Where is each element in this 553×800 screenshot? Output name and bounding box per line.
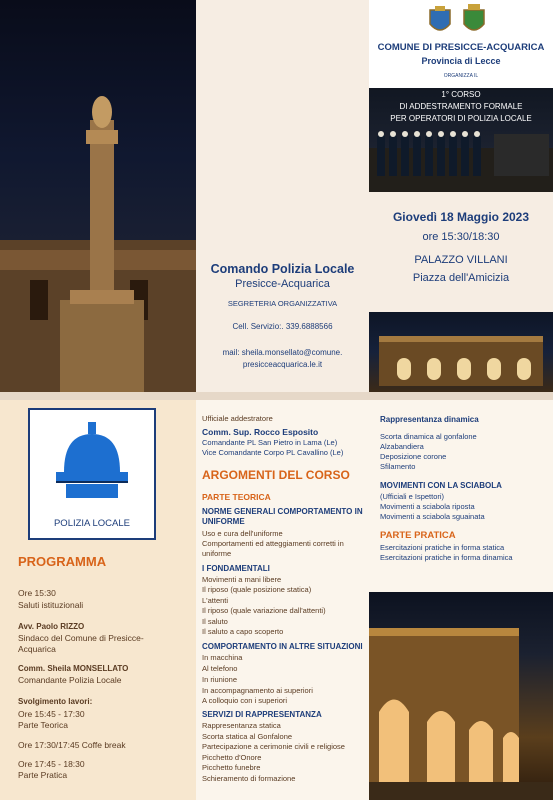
comando-title: Comando Polizia Locale xyxy=(210,262,355,276)
sciabola-item: (Ufficiali e Ispettori) xyxy=(380,492,445,501)
programma-time: Ore 15:45 - 17:30 xyxy=(18,709,85,719)
section-item: Scorta statica al Gonfalone xyxy=(202,732,293,741)
programma-text: Parte Pratica xyxy=(18,770,68,780)
organizza-label: ORGANIZZA IL xyxy=(443,73,479,79)
section-item: Picchetto d'Onore xyxy=(202,753,262,762)
section-heading: I FONDAMENTALI xyxy=(202,564,270,573)
dinamica-item: Sfilamento xyxy=(380,462,416,471)
section-heading: COMPORTAMENTO IN ALTRE SITUAZIONI xyxy=(202,642,363,651)
section-item: In macchina xyxy=(202,653,243,662)
section-heading: SERVIZI DI RAPPRESENTANZA xyxy=(202,710,322,719)
comando-panel xyxy=(196,0,369,392)
programma-time: Ore 17:30/17:45 Coffe break xyxy=(18,740,126,750)
ceremony-photo xyxy=(369,88,553,192)
coat-of-arms-icon xyxy=(427,6,453,36)
corso-line2: DI ADDESTRAMENTO FORMALE xyxy=(399,102,523,111)
programma-text: Acquarica xyxy=(18,644,56,654)
column-photo-illustration xyxy=(0,0,196,392)
police-helmet-icon xyxy=(50,420,134,510)
corso-line1: 1° CORSO xyxy=(441,90,481,99)
coat-of-arms-icon xyxy=(461,4,487,36)
argomenti-title: ARGOMENTI DEL CORSO xyxy=(202,468,350,482)
polizia-locale-logo xyxy=(28,408,156,540)
column-night-photo xyxy=(0,0,196,392)
parte-teorica-title: PARTE TEORICA xyxy=(202,492,271,502)
pratica-item: Esercitazioni pratiche in forma statica xyxy=(380,543,505,552)
segreteria-label: SEGRETERIA ORGANIZZATIVA xyxy=(227,299,338,308)
section-item: Al telefono xyxy=(202,664,238,673)
dinamica-title: Rappresentanza dinamica xyxy=(380,415,479,424)
section-item: Rappresentanza statica xyxy=(202,721,281,730)
arcade-illustration xyxy=(369,592,553,800)
section-item: Il saluto xyxy=(202,617,228,626)
programma-time: Ore 15:30 xyxy=(18,588,56,598)
event-time: ore 15:30/18:30 xyxy=(422,231,500,243)
programma-text: Sindaco del Comune di Presicce- xyxy=(18,633,144,643)
mail-line1[interactable]: mail: sheila.monsellato@comune. xyxy=(222,348,343,357)
section-item: Il riposo (quale variazione dall'attenti) xyxy=(202,606,326,615)
section-item: Picchetto funebre xyxy=(202,763,261,772)
section-item: Il saluto a capo scoperto xyxy=(202,627,284,636)
programma-text: Comandante Polizia Locale xyxy=(18,675,122,685)
programma-title: PROGRAMMA xyxy=(18,554,107,569)
section-item: uniforme xyxy=(202,549,232,558)
section-heading: NORME GENERALI COMPORTAMENTO IN xyxy=(202,507,363,516)
sciabola-item: Movimenti a sciabola riposta xyxy=(380,502,475,511)
comune-header xyxy=(369,0,553,88)
logo-label: POLIZIA LOCALE xyxy=(53,518,131,529)
divider-band xyxy=(0,392,553,400)
mail-line2[interactable]: presicceacquarica.le.it xyxy=(242,360,323,369)
event-venue: PALAZZO VILLANI xyxy=(414,254,508,266)
arcade-night-photo xyxy=(369,592,553,800)
programma-name: Svolgimento lavori: xyxy=(18,697,93,706)
programma-name: Avv. Paolo RIZZO xyxy=(18,622,85,631)
corso-line3: PER OPERATORI DI POLIZIA LOCALE xyxy=(390,114,532,123)
provincia: Provincia di Lecce xyxy=(421,56,501,66)
comando-city: Presicce-Acquarica xyxy=(235,278,330,290)
section-item: Il riposo (quale posizione statica) xyxy=(202,585,312,594)
ufficiale-name: Comm. Sup. Rocco Esposito xyxy=(202,427,319,437)
section-item: Schieramento di formazione xyxy=(202,774,296,783)
section-item: Uso e cura dell'uniforme xyxy=(202,529,283,538)
programma-text: Parte Teorica xyxy=(18,720,68,730)
dinamica-item: Alzabandiera xyxy=(380,442,424,451)
programma-text: Saluti istituzionali xyxy=(18,600,84,610)
ufficiale-label: Ufficiale addestratore xyxy=(202,414,273,423)
section-item: Movimenti a mani libere xyxy=(202,575,282,584)
section-item: L'attenti xyxy=(202,596,229,605)
event-place: Piazza dell'Amicizia xyxy=(412,272,510,284)
section-item: A colloquio con i superiori xyxy=(202,696,288,705)
palazzo-villani-photo xyxy=(369,312,553,392)
sciabola-item: Movimenti a sciabola sguainata xyxy=(380,512,485,521)
section-item: Comportamenti ed atteggiamenti corretti in xyxy=(202,539,344,548)
sciabola-title: MOVIMENTI CON LA SCIABOLA xyxy=(380,481,502,490)
section-item: Partecipazione a cerimonie civili e religiose xyxy=(202,742,345,751)
section-item: In riunione xyxy=(202,675,238,684)
programma-name: Comm. Sheila MONSELLATO xyxy=(18,664,129,673)
section-item: In accompagnamento ai superiori xyxy=(202,686,313,695)
dinamica-item: Deposizione corone xyxy=(380,452,447,461)
ufficiale-line: Comandante PL San Pietro in Lama (Le) xyxy=(202,438,338,447)
dinamica-item: Scorta dinamica al gonfalone xyxy=(380,432,477,441)
ufficiale-line: Vice Comandante Corpo PL Cavallino (Le) xyxy=(202,448,344,457)
cell-number: Cell. Servizio:. 339.6888566 xyxy=(232,322,333,331)
palazzo-illustration xyxy=(369,312,553,392)
programma-time: Ore 17:45 - 18:30 xyxy=(18,759,85,769)
event-date: Giovedì 18 Maggio 2023 xyxy=(392,210,530,224)
pratica-title: PARTE PRATICA xyxy=(380,530,456,541)
comune-name: COMUNE DI PRESICCE-ACQUARICA xyxy=(377,42,545,53)
section-heading: UNIFORME xyxy=(202,517,245,526)
pratica-item: Esercitazioni pratiche in forma dinamica xyxy=(380,553,513,562)
